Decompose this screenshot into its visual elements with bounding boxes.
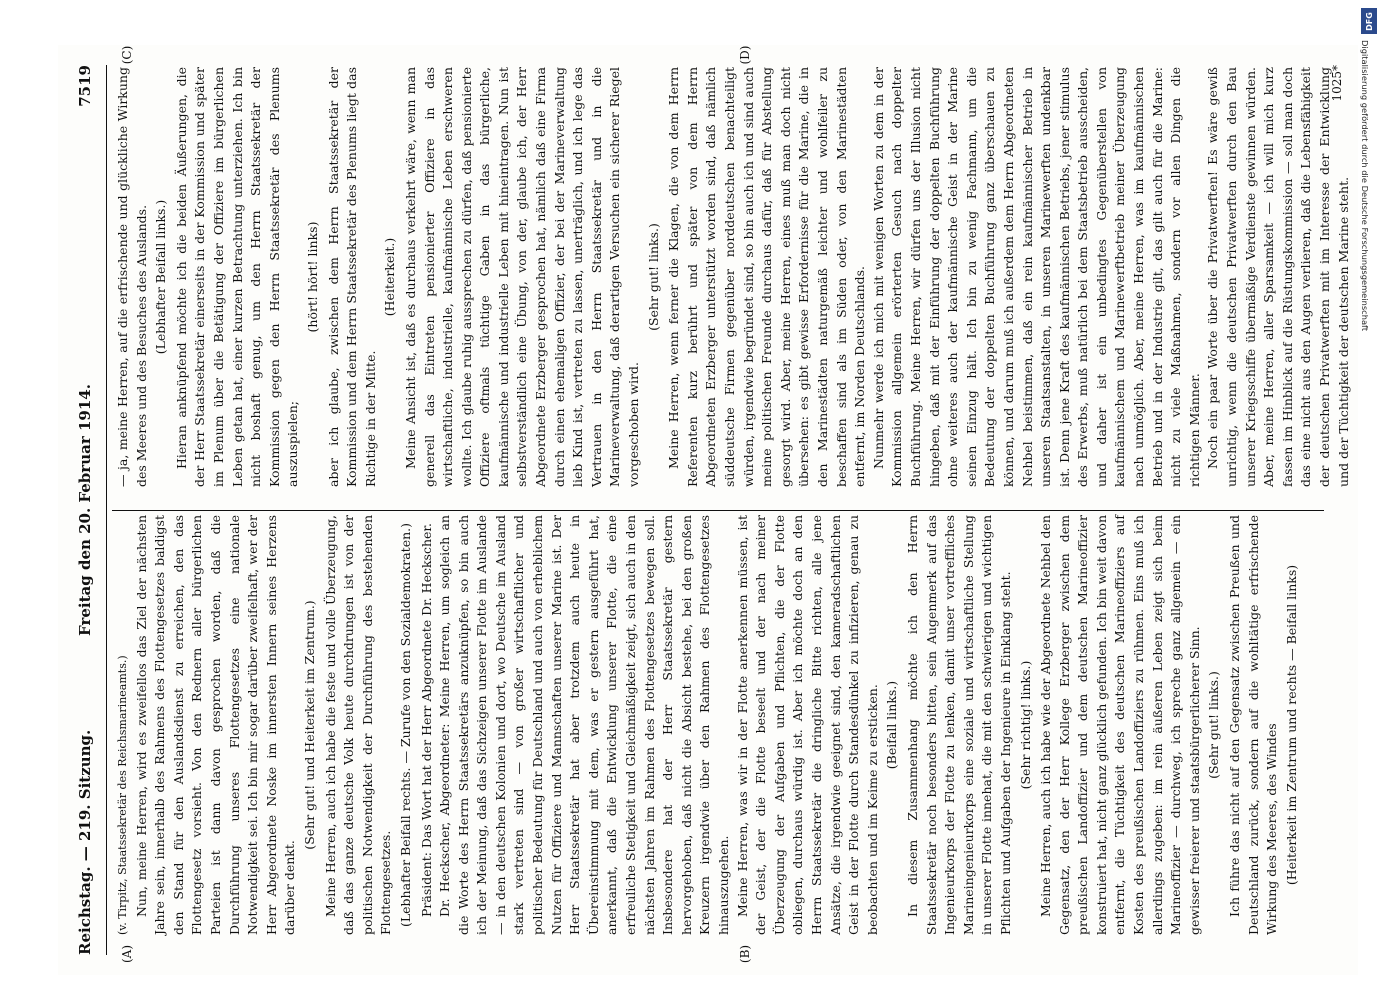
interjection: (Sehr gut! und Heiterkeit im Zentrum.) [301, 600, 317, 850]
paragraph: Meine Herren, was wir in der Flotte anerkennen müssen, ist der Geist, der die Flotte beseelt und der nach meiner Überzeugung der Aufgaben und Pflichten, die der Flotte obliegen, durchaus würdig ist. Aber ich möchte doch an den Herrn Staatssekretär die dringliche Bitte richten, alle jene Ansätze, die irgendwie geeignet sind, den kameradschaftlichen Geist in der Flotte durch Standesdünkel zu infizieren, genau zu beobachten und im Keime zu ersticken. [734, 515, 880, 935]
header-session: Reichstag. — 219. Sitzung. [76, 729, 94, 955]
interjection: (hört! hört! links) [304, 221, 320, 333]
paragraph: — ja, meine Herren, auf die erfrischende und glückliche Wirkung des Meeres und des Besuches des Auslands. [115, 67, 149, 487]
paragraph: aber ich glaube, zwischen dem Herrn Staatssekretär der Kommission und dem Herrn Staatssekretär des Plenums liegt das Richtige in der Mitte. [325, 67, 378, 487]
paragraph: Hieran anknüpfend möchte ich die beiden Äußerungen, die der Herr Staatssekretär einerseits in der Kommission und später im Plenum über die Betätigung der Offiziere im bürgerlichen Leben getan hat, einer kurzen Betrachtung unterziehen. Ich bin nicht boshaft genug, um den Herrn Staatssekretär der Kommission gegen den Herrn Staatssekretär des Plenums auszuspielen; [173, 67, 301, 487]
header-rule [106, 65, 107, 955]
paragraph: Ich führe das nicht auf den Gegensatz zwischen Preußen und Deutschland zurück, sondern auf die wohltätige erfrischende Wirkung des Meeres, des Windes [1227, 515, 1280, 935]
margin-marker-d: (D) [738, 45, 752, 65]
interjection: (Lebhafter Beifall rechts. — Zurufe von den Sozialdemokraten.) [397, 523, 413, 928]
paragraph: Nun, meine Herren, wird es zweifellos das Ziel der nächsten Jahre sein, innerhalb des Rahmens des Flottengesetzes baldigst den Stand für den Auslandsdienst zu erreichen, den das Flottengesetz vorsieht. Von den Rednern aller bürgerlichen Parteien ist dann davon gesprochen worden, daß die Durchführung unseres Flottengesetzes eine nationale Notwendigkeit sei. Ich bin mir sogar darüber zweifelhaft, wer der Herr Abgeordnete Noske im innersten Innern seines Herzens darüber denkt. [133, 515, 298, 935]
interjection: (Sehr gut! links.) [1206, 671, 1222, 779]
credit-text: Digitalisierung gefördert durch die Deutsche Forschungsgemeinschaft [1360, 40, 1370, 332]
paragraph: In diesem Zusammenhang möchte ich den Herrn Staatssekretär noch besonders bitten, sein Augenmerk auf das Ingenieurkorps der Flotte zu lenken, damit unser vortreffliches Marineingenieurkorps eine soziale und wirtschaftliche Stellung in unserer Flotte innehat, die mit den schwierigen und wichtigen Pflichten und Aufgaben der Ingenieure in Einklang steht. [904, 515, 1013, 935]
paragraph: Meine Herren, wenn ferner die Klagen, die von dem Herrn Referenten kurz berührt und später von dem Herrn Abgeordneten Erzberger unterstützt worden sind, daß nämlich süddeutsche Firmen gegenüber norddeutschen benachteiligt würden, irgendwie begründet sind, so bin auch ich und sind auch meine politischen Freunde durchaus dafür, daß für Abstellung gesorgt wird. Aber, meine Herren, eines muß man doch nicht übersehen: es gibt gewisse Erfordernisse für die Marine, die in den Marinestädten naturgemäß leichter und wohlfeiler zu beschaffen sind als im Süden oder, von den Marinestädten entfernt, im Norden Deutschlands. [666, 67, 868, 487]
paragraph: Nunmehr werde ich mich mit wenigen Worten zu dem in der Kommission allgemein erörterten Gesuch nach doppelter Buchführung. Meine Herren, wir dürfen uns der Illusion nicht hingeben, daß mit der Einführung der doppelten Buchführung ohne weiteres auch der kaufmännische Geist in der Marine seinen Einzug hält. Ich bin zu wenig Fachmann, um die Bedeutung der doppelten Buchführung ganz überschauen zu können, und darum muß ich außerdem dem Herrn Abgeordneten Nehbel beistimmen, daß ein rein kaufmännischer Betrieb in unseren Staatsanstalten, in unseren Marinewerften undenkbar ist. Denn jene Kraft des kaufmännischen Betriebs, jener stimulus des Erwerbs, muß natürlich bei dem Staatsbetrieb ausscheiden, und daher ist ein unbedingtes Gegenüberstellen von kaufmännischem und Marinewerftbetrieb meiner Überzeugung nach unmöglich. Aber, meine Herren, was im kaufmännischen Betrieb und in der Industrie gilt, das gilt auch für die Marine: nicht zu viele Maßnahmen, sondern vor allen Dingen die richtigen Männer. [870, 67, 1202, 487]
paragraph: (v. Tirpitz, Staatssekretär des Reichsmarineamts.) [116, 655, 129, 935]
column-divider [112, 510, 1324, 511]
margin-marker-c: (C) [120, 45, 134, 65]
paragraph: Noch ein paar Worte über die Privatwerften! Es wäre gewiß unrichtig, wenn die deutschen Privatwerften durch den Bau unserer Kriegsschiffe übermäßige Verdienste gewinnen würden. Aber, meine Herren, aller Sparsamkeit — ich will mich kurz fassen im Hinblick auf die Rüstungskommission — soll man doch das eine nicht aus den Augen verlieren, daß die Lebensfähigkeit der deutschen Privatwerften mit im Interesse der Entwicklung und der Tüchtigkeit der deutschen Marine steht. [1205, 67, 1351, 487]
interjection: (Sehr richtig! links.) [1017, 660, 1033, 790]
interjection: (Sehr gut! links.) [645, 223, 661, 331]
interjection: (Heiterkeit.) [382, 237, 398, 317]
interjection: (Lebhafter Beifall links.) [153, 199, 169, 355]
digitization-credit [1360, 6, 1380, 991]
header-date: Freitag den 20. Februar 1914. [76, 384, 94, 636]
interjection: (Beifall links.) [884, 680, 900, 770]
paragraph: Meine Herren, auch ich habe die feste und volle Überzeugung, daß das ganze deutsche Volk heute durchdrungen ist von der politischen Notwendigkeit der Durchführung des bestehenden Flottengesetzes. [322, 515, 394, 935]
page-header [76, 65, 102, 955]
dfg-logo: DFG [1361, 8, 1377, 34]
header-page-number: 7519 [76, 65, 94, 107]
paragraph: Dr. Heckscher, Abgeordneter: Meine Herren, um sogleich an die Worte des Herrn Staatssekretärs anzuknüpfen, so bin auch ich der Meinung, daß das Sichzeigen unserer Flotte im Auslande — in den deutschen Kolonien und dort, wo Deutsche im Ausland stark vertreten sind — von großer wirtschaftlicher und politischer Bedeutung für Deutschland und auch von erheblichem Nutzen für Offiziere und Mannschaften unserer Marine ist. Der Herr Staatssekretär hat aber trotzdem auch heute in Übereinstimmung mit dem, was er gestern ausgeführt hat, anerkannt, daß die Entwicklung unserer Flotte, die eine erfreuliche Stetigkeit und Gleichmäßigkeit zeigt, sich auch in den nächsten Jahren im Rahmen des Flottengesetzes bewegen soll. Insbesondere hat der Herr Staatssekretär gestern hervorgehoben, daß nicht die Absicht bestehe, bei den großen Kreuzern irgendwie über den Rahmen des Flottengesetzes hinauszugehen. [437, 515, 731, 935]
scanned-page [58, 45, 1358, 975]
paragraph: Präsident: Das Wort hat der Herr Abgeordnete Dr. Heckscher. [418, 523, 434, 917]
paragraph: Meine Ansicht ist, daß es durchaus verkehrt wäre, wenn man generell das Eintreten pensionierter Offiziere in das wirtschaftliche, industrielle, kaufmännische Leben erschweren wollte. Ich glaube ruhig aussprechen zu dürfen, daß pensionierte Offiziere oftmals tüchtige Gaben in das bürgerliche, kaufmännische und industrielle Leben mit hineintragen. Nun ist selbstverständlich eine Übung, von der, glaube ich, der Herr Abgeordnete Erzberger gesprochen hat, nämlich daß eine Firma durch einen ehemaligen Offizier, der bei der Marineverwaltung lieb Kind ist, vertreten zu lassen, unerträglich, und ich lege das Vertrauen in den Herrn Staatssekretär und in die Marineverwaltung, daß derartigen Versuchen ein sicherer Riegel vorgeschoben wird. [402, 67, 642, 487]
interjection: (Heiterkeit im Zentrum und rechts — Beifall links) [1283, 564, 1299, 886]
margin-marker-a: (A) [120, 944, 134, 964]
paragraph: Meine Herren, auch ich habe wie der Abgeordnete Nehbel den Gegensatz, den der Herr Kollege Erzberger zwischen dem preußischen Landoffizier und dem deutschen Marineoffizier konstruiert hat, nicht ganz glücklich gefunden. Ich bin weit davon entfernt, die Tüchtigkeit des deutschen Marineoffiziers auf Kosten des preußischen Landoffiziers zu rühmen. Eins muß ich allerdings zugeben: im rein äußeren Leben zeigt sich beim Marineoffizier — durchweg, ich spreche ganz allgemein — ein gewisser freierer und staatsbürgerlicherer Sinn. [1038, 515, 1202, 935]
margin-marker-b: (B) [738, 944, 752, 964]
page-signature: 1025* [1330, 65, 1344, 102]
left-column [114, 515, 1324, 935]
